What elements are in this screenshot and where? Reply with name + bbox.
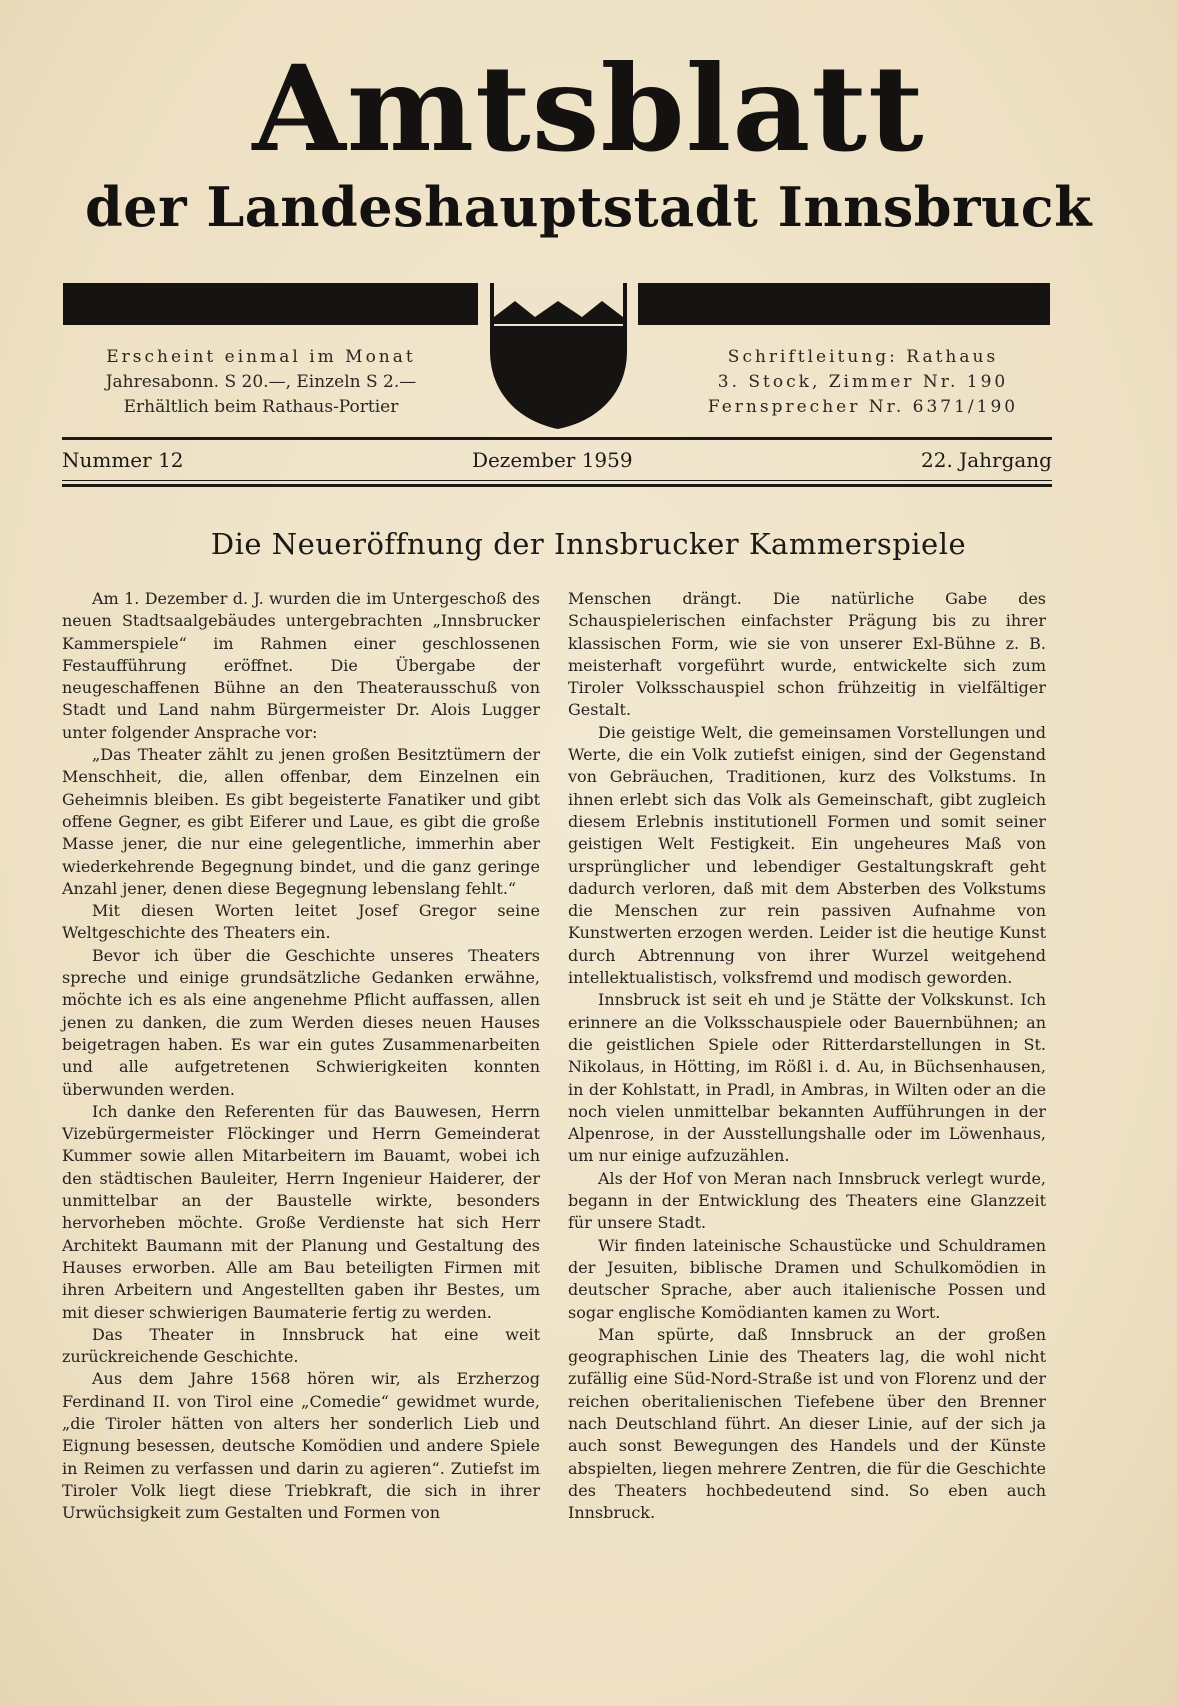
availability-line: Erhältlich beim Rathaus-Portier xyxy=(123,397,399,417)
divider-bottom-thin xyxy=(62,480,1052,481)
paragraph: Mit diesen Worten leitet Josef Gregor seine Weltgeschichte des Theaters ein. xyxy=(62,901,540,943)
divider-bottom xyxy=(62,484,1052,487)
frequency-line: Erscheint einmal im Monat xyxy=(106,347,416,367)
coat-of-arms-icon xyxy=(486,281,631,431)
masthead-title: Amtsblatt xyxy=(252,39,925,178)
phone-line: Fernsprecher Nr. 6371/190 xyxy=(707,397,1019,417)
publication-info xyxy=(66,345,456,420)
price-line: Jahresabonn. S 20.—, Einzeln S 2.— xyxy=(105,372,417,392)
paragraph: Die geistige Welt, die gemeinsamen Vorstellungen und Werte, die ein Volk zutiefst einigen, sind der Gegenstand von Gebräuchen, Traditionen, kurz des Volkstums. In ihnen erlebt sich das Volk als Gemeinschaft, gibt zugleich diesem Erlebnis institutionell Formen und somit seiner geistigen Welt Festigkeit. Ein ungeheures Maß von ursprünglicher und lebendiger Gestaltungskraft geht dadurch verloren, daß mit dem Absterben des Volkstums die Menschen zur rein passiven Aufnahme von Kunstwerten erzogen werden. Leider ist die heutige Kunst durch Abtrennung von ihrer Wurzel weitgehend intellektualistisch, volksfremd und modisch geworden. xyxy=(568,722,1046,988)
article-column-left xyxy=(62,588,540,1524)
paragraph: Wir finden lateinische Schaustücke und Schuldramen der Jesuiten, biblische Dramen und Schulkomödien in deutscher Sprache, aber auch italienische Possen und sogar englische Komödianten kamen zu Wort. xyxy=(568,1235,1046,1322)
paragraph: Das Theater in Innsbruck hat eine weit zurückreichende Geschichte. xyxy=(62,1324,540,1367)
divider-top xyxy=(62,437,1052,440)
paragraph: Man spürte, daß Innsbruck an der großen geographischen Linie des Theaters lag, die wohl nicht zufällig eine Süd-Nord-Straße ist und von Florenz und der reichen oberitalienischen Tiefebene über den Brenner nach Deutschland führt. An dieser Linie, auf der sich ja auch sonst Bewegungen des Handels und der Künste abspielten, liegen mehrere Zentren, die für die Geschichte des Theaters hochbedeutend sind. So eben auch Innsbruck. xyxy=(568,1324,1046,1523)
paragraph: Am 1. Dezember d. J. wurden die im Untergeschoß des neuen Stadtsaalgebäudes untergebrachten „Innsbrucker Kammerspiele“ im Rahmen einer geschlossenen Festaufführung eröffnet. Die Übergabe der neugeschaffenen Bühne an den Theaterausschuß von Stadt und Land nahm Bürgermeister Dr. Alois Lugger unter folgender Ansprache vor: xyxy=(62,589,540,742)
paragraph: Bevor ich über die Geschichte unseres Theaters spreche und einige grundsätzliche Gedanken erwähne, möchte ich es als eine angenehme Pflicht auffassen, allen jenen zu danken, die zum Werden dieses neuen Hauses beigetragen haben. Es war ein gutes Zusammenarbeiten und alle aufgetretenen Schwierigkeiten konnten überwunden werden. xyxy=(62,945,540,1099)
paragraph: Menschen drängt. Die natürliche Gabe des Schauspielerischen einfachster Prägung bis zu ihrer klassischen Form, wie sie von unserer Exl-Bühne z. B. meisterhaft vorgeführt wurde, entwickelte sich zum Tiroler Volksschauspiel schon frühzeitig in vielfältiger Gestalt. xyxy=(568,589,1046,720)
article-headline: Die Neueröffnung der Innsbrucker Kammerspiele xyxy=(210,527,967,561)
paragraph: „Das Theater zählt zu jenen großen Besitztümern der Menschheit, die, allen offenbar, dem Einzelnen ein Geheimnis bleiben. Es gibt begeisterte Fanatiker und gibt offene Gegner, es gibt Eiferer und Laue, es gibt die große Masse jener, die nur eine gelegentliche, immerhin aber wiederkehrende Begegnung bindet, und die ganz geringe Anzahl jener, denen diese Begegnung lebenslang fehlt.“ xyxy=(62,745,540,898)
issue-volume: 22. Jahrgang xyxy=(921,448,1052,472)
issue-number: Nummer 12 xyxy=(62,448,184,472)
paragraph: Als der Hof von Meran nach Innsbruck verlegt wurde, begann in der Entwicklung des Theaters eine Glanzzeit für unsere Stadt. xyxy=(568,1168,1046,1233)
room-line: 3. Stock, Zimmer Nr. 190 xyxy=(717,372,1009,392)
article-column-right xyxy=(568,588,1046,1524)
paragraph: Aus dem Jahre 1568 hören wir, als Erzherzog Ferdinand II. von Tirol eine „Comedie“ gewidmet wurde, „die Tiroler hätten von alters her sonderlich Lieb und Eignung besessen, deutsche Komödien und andere Spiele in Reimen zu verfassen und darin zu agieren“. Zutiefst im Tiroler Volk liegt diese Triebkraft, die sich in ihrer Urwüchsigkeit zum Gestalten und Formen von xyxy=(62,1369,540,1523)
masthead-bar-right xyxy=(638,283,1050,325)
paragraph: Innsbruck ist seit eh und je Stätte der Volkskunst. Ich erinnere an die Volksschauspiele oder Bauernbühnen; an die geistlichen Spiele oder Ritterdarstellungen in St. Nikolaus, in Hötting, im Rößl i. d. Au, in Büchsenhausen, in der Kohlstatt, in Pradl, in Ambras, in Wilten oder an die noch vielen unmittelbar bekannten Aufführungen in der Alpenrose, in der Ausstellungshalle oder im Löwenhaus, um nur einige aufzuzählen. xyxy=(568,990,1046,1166)
editorial-office-line: Schriftleitung: Rathaus xyxy=(727,347,999,367)
issue-row xyxy=(62,448,1052,472)
masthead-subtitle: der Landeshauptstadt Innsbruck xyxy=(84,175,1093,239)
issue-date: Dezember 1959 xyxy=(471,448,633,472)
editorial-info xyxy=(668,345,1058,420)
masthead-bar-left xyxy=(63,283,478,325)
paragraph: Ich danke den Referenten für das Bauwesen, Herrn Vizebürgermeister Flöckinger und Herrn Gemeinderat Kummer sowie allen Mitarbeitern im Bauamt, wobei ich den städtischen Bauleiter, Herrn Ingenieur Haiderer, der unmittelbar an der Baustelle wirkte, besonders hervorheben möchte. Große Verdienste hat sich Herr Architekt Baumann mit der Planung und Gestaltung des Hauses erworben. Alle am Bau beteiligten Firmen mit ihren Arbeitern und Angestellten gaben ihr Bestes, um mit dieser schwierigen Baumaterie fertig zu werden. xyxy=(62,1101,540,1322)
